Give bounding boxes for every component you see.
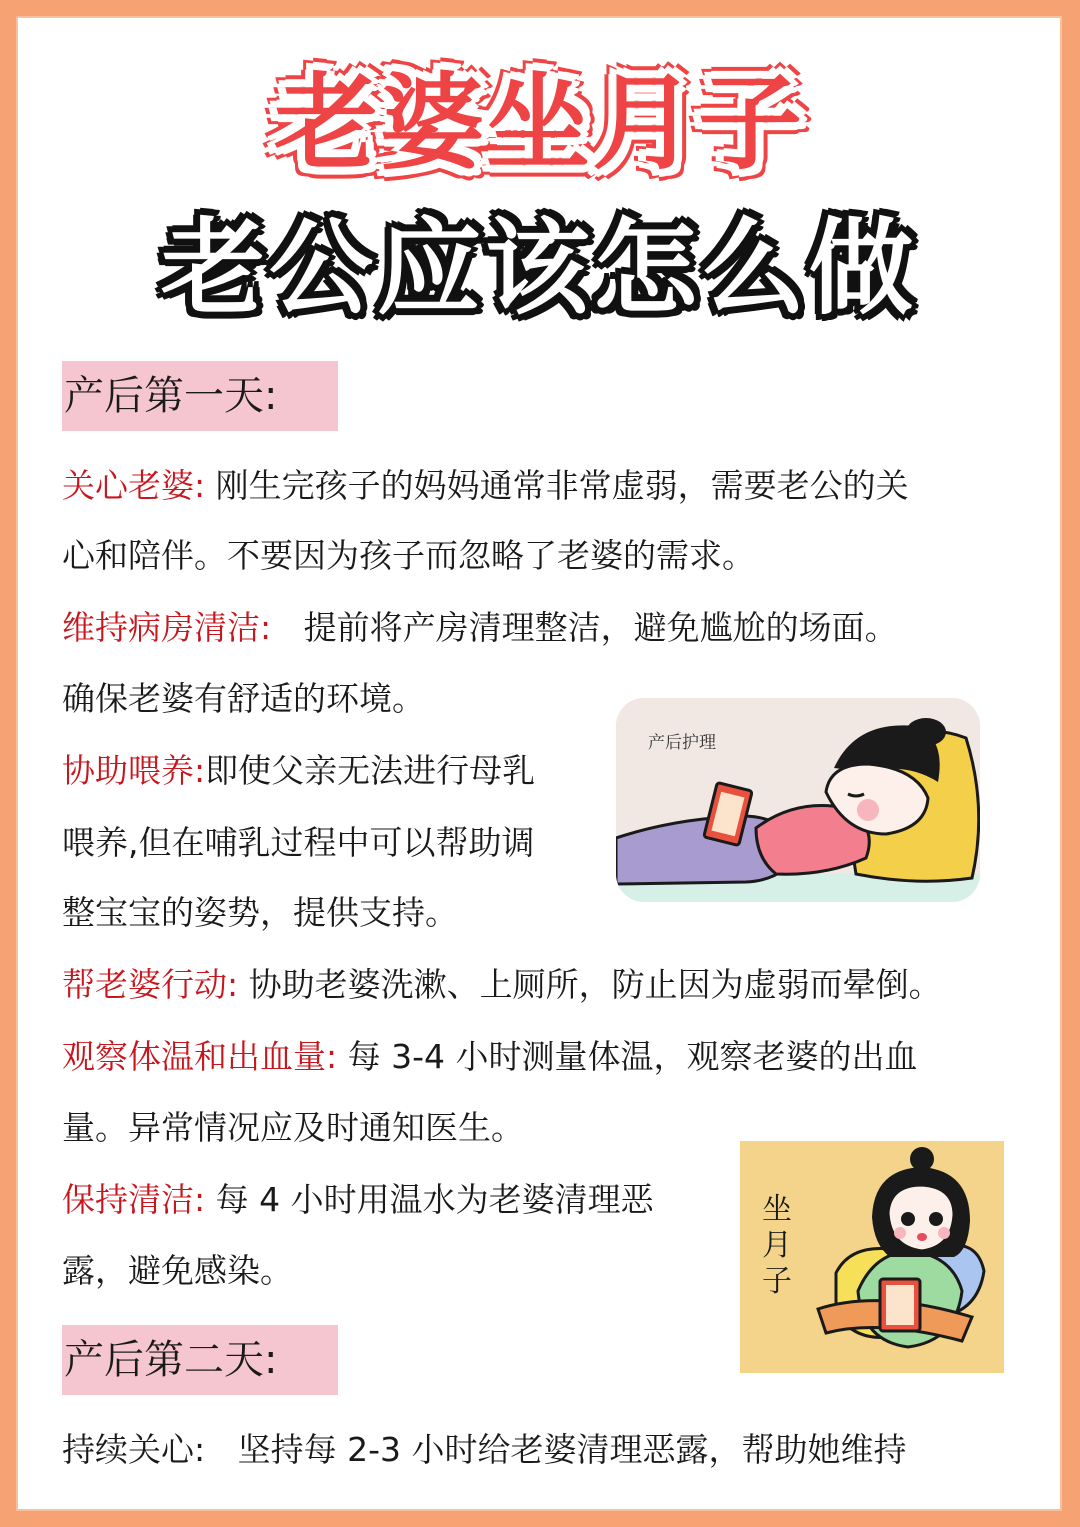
title-line-1: 老婆坐月子 bbox=[273, 62, 804, 184]
confinement-caption-2: 月 bbox=[762, 1228, 792, 1263]
item-care-label: 关心老婆: bbox=[62, 466, 206, 505]
item-feed-line-1 bbox=[62, 749, 535, 793]
content-card bbox=[18, 18, 1060, 1509]
item-feed-text-2: 喂养,但在哺乳过程中可以帮助调 bbox=[62, 823, 535, 862]
item-care-text-1: 刚生完孩子的妈妈通常非常虚弱，需要老公的关 bbox=[215, 466, 909, 505]
item-temp-line-1 bbox=[62, 1035, 918, 1079]
postpartum-caption: 产后护理 bbox=[648, 733, 716, 753]
item-care-line-1 bbox=[62, 464, 909, 508]
item-continue-label: 持续关心: bbox=[62, 1430, 206, 1469]
item-room-text-2: 确保老婆有舒适的环境。 bbox=[62, 679, 425, 718]
item-clean-text-1: 每 4 小时用温水为老婆清理恶 bbox=[215, 1180, 654, 1219]
item-room-line-1 bbox=[62, 606, 898, 650]
sitting-mother-icon bbox=[740, 1141, 1004, 1373]
day2-heading: 产后第二天: bbox=[62, 1325, 338, 1395]
item-move-text-1: 协助老婆洗漱、上厕所，防止因为虚弱而晕倒。 bbox=[248, 965, 942, 1004]
item-continue-text-1: 坚持每 2-3 小时给老婆清理恶露，帮助她维持 bbox=[237, 1430, 907, 1469]
day1-heading: 产后第一天: bbox=[62, 361, 338, 431]
title-line-2: 老公应该怎么做 bbox=[160, 207, 917, 329]
item-clean-label: 保持清洁: bbox=[62, 1180, 206, 1219]
item-move-line-1 bbox=[62, 963, 942, 1007]
item-temp-text-2: 量。异常情况应及时通知医生。 bbox=[62, 1108, 524, 1147]
item-temp-text-1: 每 3-4 小时测量体温，观察老婆的出血 bbox=[347, 1037, 918, 1076]
confinement-caption-3: 子 bbox=[762, 1264, 792, 1299]
item-temp-label: 观察体温和出血量: bbox=[62, 1037, 338, 1076]
item-clean-line-1 bbox=[62, 1178, 654, 1222]
confinement-caption-1: 坐 bbox=[762, 1192, 792, 1227]
postpartum-care-illustration bbox=[616, 698, 980, 902]
item-feed-label: 协助喂养: bbox=[62, 751, 206, 790]
item-room-text-1: 提前将产房清理整洁，避免尴尬的场面。 bbox=[303, 608, 898, 647]
item-clean-text-2: 露，避免感染。 bbox=[62, 1251, 293, 1290]
item-feed-text-1: 即使父亲无法进行母乳 bbox=[205, 751, 536, 790]
item-move-label: 帮老婆行动: bbox=[62, 965, 239, 1004]
item-care-text-2: 心和陪伴。不要因为孩子而忽略了老婆的需求。 bbox=[62, 536, 755, 575]
item-continue-line-1 bbox=[62, 1428, 907, 1472]
item-room-label: 维持病房清洁: bbox=[62, 608, 272, 647]
item-feed-text-3: 整宝宝的姿势，提供支持。 bbox=[62, 893, 458, 932]
confinement-illustration bbox=[740, 1141, 1004, 1373]
resting-mother-icon bbox=[616, 698, 980, 902]
